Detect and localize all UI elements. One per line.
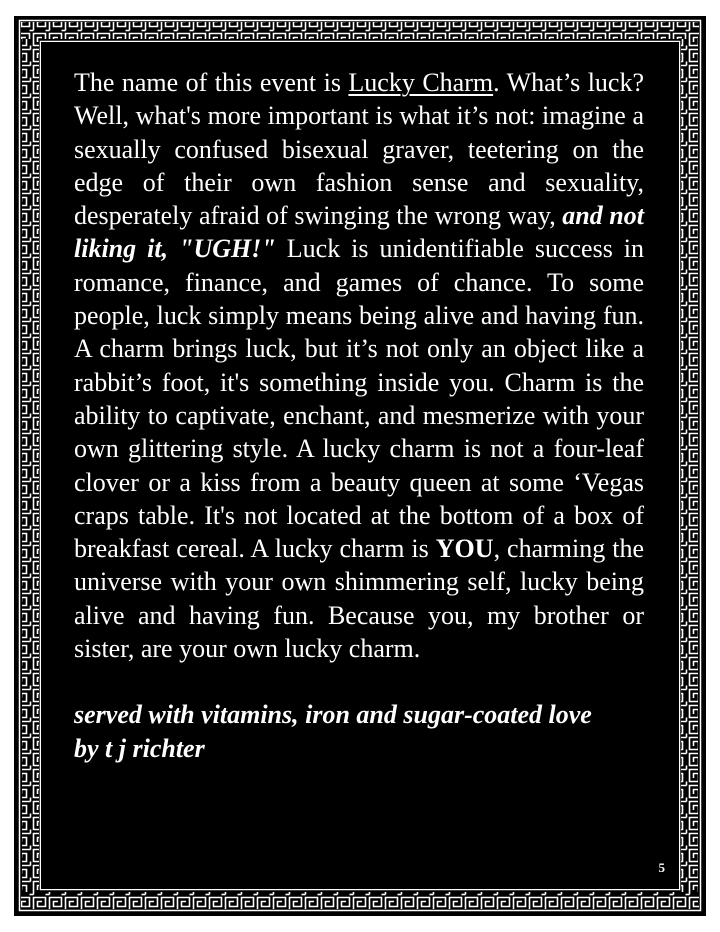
body-text-1: . What’s luck? Well, what's more important is what it’s not: imagine a sexually confused bisexual graver, teetering on the edge of their own fashion sense and sexuality, desperately afraid of swinging the wrong way, (74, 68, 644, 231)
intro-text: The name of this event is (74, 68, 349, 97)
page-number: 5 (658, 860, 665, 875)
article-paragraph (74, 66, 644, 665)
author-byline: by t j richter (74, 733, 205, 763)
signoff (74, 698, 644, 765)
body-text-3: , charming the universe with your own shimmering self, lucky being alive and having fun. Because you, my brother or sister, are your own lucky charm. (74, 534, 645, 664)
event-name: Lucky Charm (348, 68, 494, 97)
you-emphasis: YOU (435, 534, 494, 564)
body-text-2: Luck is unidentifiable success in romance, finance, and games of chance. To some people, luck simply means being alive and having fun. A charm brings luck, but it’s not only an object like a rabbit’s foot, it's something inside you. Charm is the ability to captivate, enchant, and mesmerize with your own glittering style. A lucky charm is not a four-leaf clover or a kiss from a beauty queen at some ‘Vegas craps table. It's not located at the bottom of a box of breakfast cereal. A lucky charm is (74, 234, 645, 564)
article-body (74, 66, 644, 765)
signoff-line-1: served with vitamins, iron and sugar-coated love (74, 700, 592, 730)
emphasis-text: and not liking it, "UGH!" (74, 201, 644, 264)
